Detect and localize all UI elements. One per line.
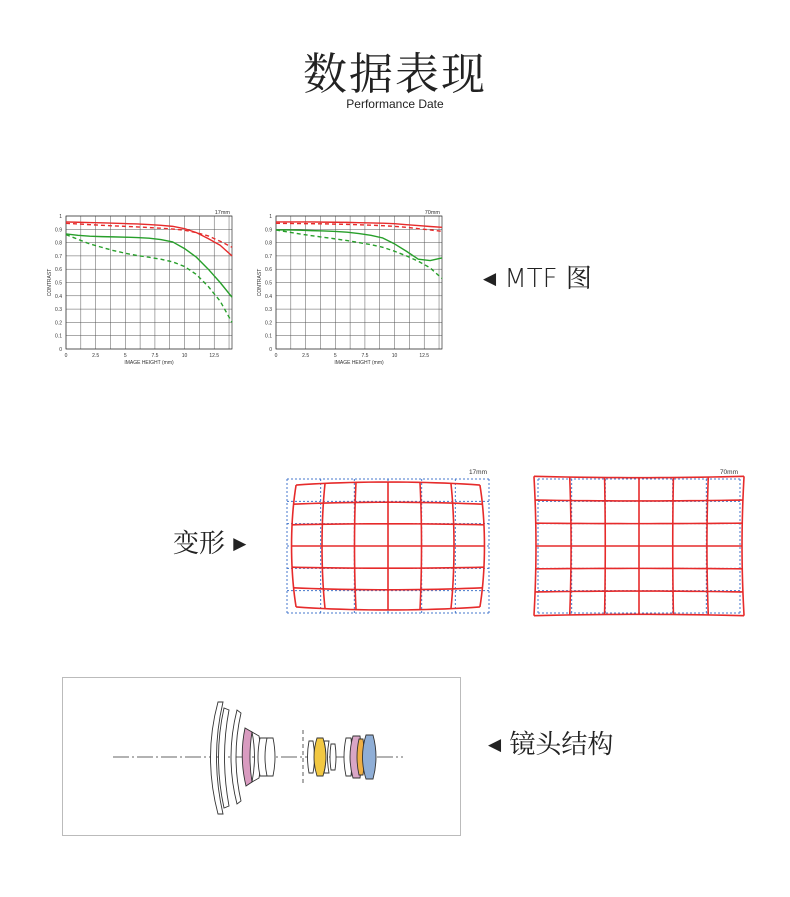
mtf-series-line-1	[66, 222, 232, 256]
y-tick-label: 1	[59, 214, 62, 220]
y-tick-label: 0	[59, 347, 62, 353]
lens-elements-drawing	[63, 678, 460, 835]
y-tick-label: 0	[269, 347, 272, 353]
y-tick-label: 0.7	[265, 253, 272, 260]
distorted-grid-v	[742, 476, 744, 615]
y-tick-label: 0.9	[55, 227, 62, 234]
x-tick-label: 2.5	[92, 353, 100, 359]
lens-element-7	[265, 738, 275, 776]
lens-element-2	[219, 708, 230, 808]
distortion-title: 70mm	[719, 469, 738, 476]
mtf-series-line-1	[276, 222, 442, 227]
y-tick-label: 0.4	[265, 293, 272, 300]
mtf-label	[483, 258, 592, 295]
right-triangle-icon: ▶	[233, 534, 247, 554]
mtf-chart-17mm	[42, 205, 242, 375]
y-tick-label: 0.2	[265, 320, 272, 327]
y-tick-label: 1	[269, 214, 272, 220]
x-tick-label: 2.5	[302, 353, 310, 359]
y-tick-label: 0.3	[55, 307, 62, 314]
y-tick-label: 0.3	[265, 307, 272, 314]
x-tick-label: 7.5	[361, 353, 369, 359]
y-tick-label: 0.8	[55, 240, 62, 247]
mtf-series-line-4	[276, 230, 442, 279]
x-tick-label: 5	[123, 353, 127, 359]
y-tick-label: 0.1	[55, 333, 62, 340]
distorted-grid-v	[534, 476, 536, 615]
x-tick-label: 7.5	[151, 353, 159, 359]
lens-element-16-blue	[363, 735, 377, 779]
left-triangle-icon: ◀	[483, 269, 497, 289]
lens-element-4-pink	[242, 728, 252, 786]
lens-element-8	[308, 741, 315, 773]
lens-label-text: 镜头结构	[509, 730, 614, 760]
mtf-label-text: MTF 图	[504, 264, 592, 294]
x-tick-label: 10	[391, 353, 398, 359]
y-tick-label: 0.6	[265, 267, 272, 274]
y-tick-label: 0.1	[265, 333, 272, 340]
x-tick-label: 5	[333, 353, 337, 359]
distorted-grid-h	[535, 591, 743, 592]
y-tick-label: 0.5	[265, 280, 272, 287]
x-tick-label: 12.5	[209, 353, 220, 359]
y-tick-label: 0.8	[265, 240, 272, 247]
chart-title: 70mm	[424, 210, 440, 216]
y-tick-label: 0.2	[55, 320, 62, 327]
distorted-grid-h	[535, 500, 743, 501]
x-tick-label: 12.5	[419, 353, 430, 359]
distorted-grid-h	[534, 614, 744, 615]
lens-element-11	[330, 744, 336, 770]
y-axis-label: CONTRAST	[47, 268, 53, 297]
x-axis-label: IMAGE HEIGHT (mm)	[124, 360, 174, 366]
distortion-chart-70mm	[532, 464, 746, 618]
lens-structure-diagram	[62, 677, 461, 836]
distortion-label	[173, 523, 246, 560]
x-tick-label: 10	[181, 353, 188, 359]
distortion-chart-17mm	[281, 464, 495, 618]
left-triangle-icon: ◀	[488, 735, 502, 755]
page-subtitle: Performance Date	[346, 97, 444, 111]
lens-label	[488, 724, 613, 761]
distortion-label-text: 变形	[173, 529, 226, 559]
y-tick-label: 0.9	[265, 227, 272, 234]
x-axis-label: IMAGE HEIGHT (mm)	[334, 360, 384, 366]
mtf-series-line-3	[66, 234, 232, 297]
y-axis-label: CONTRAST	[257, 268, 263, 297]
distortion-title: 17mm	[468, 469, 487, 476]
y-tick-label: 0.4	[55, 293, 62, 300]
chart-title: 17mm	[214, 210, 230, 216]
page-title: 数据表现	[303, 49, 487, 100]
distorted-grid-h	[534, 476, 744, 477]
x-tick-label: 0	[64, 353, 68, 359]
y-tick-label: 0.7	[55, 253, 62, 260]
y-tick-label: 0.6	[55, 267, 62, 274]
x-tick-label: 0	[274, 353, 278, 359]
y-tick-label: 0.5	[55, 280, 62, 287]
mtf-series-line-2	[66, 223, 232, 247]
mtf-chart-70mm	[252, 205, 452, 375]
